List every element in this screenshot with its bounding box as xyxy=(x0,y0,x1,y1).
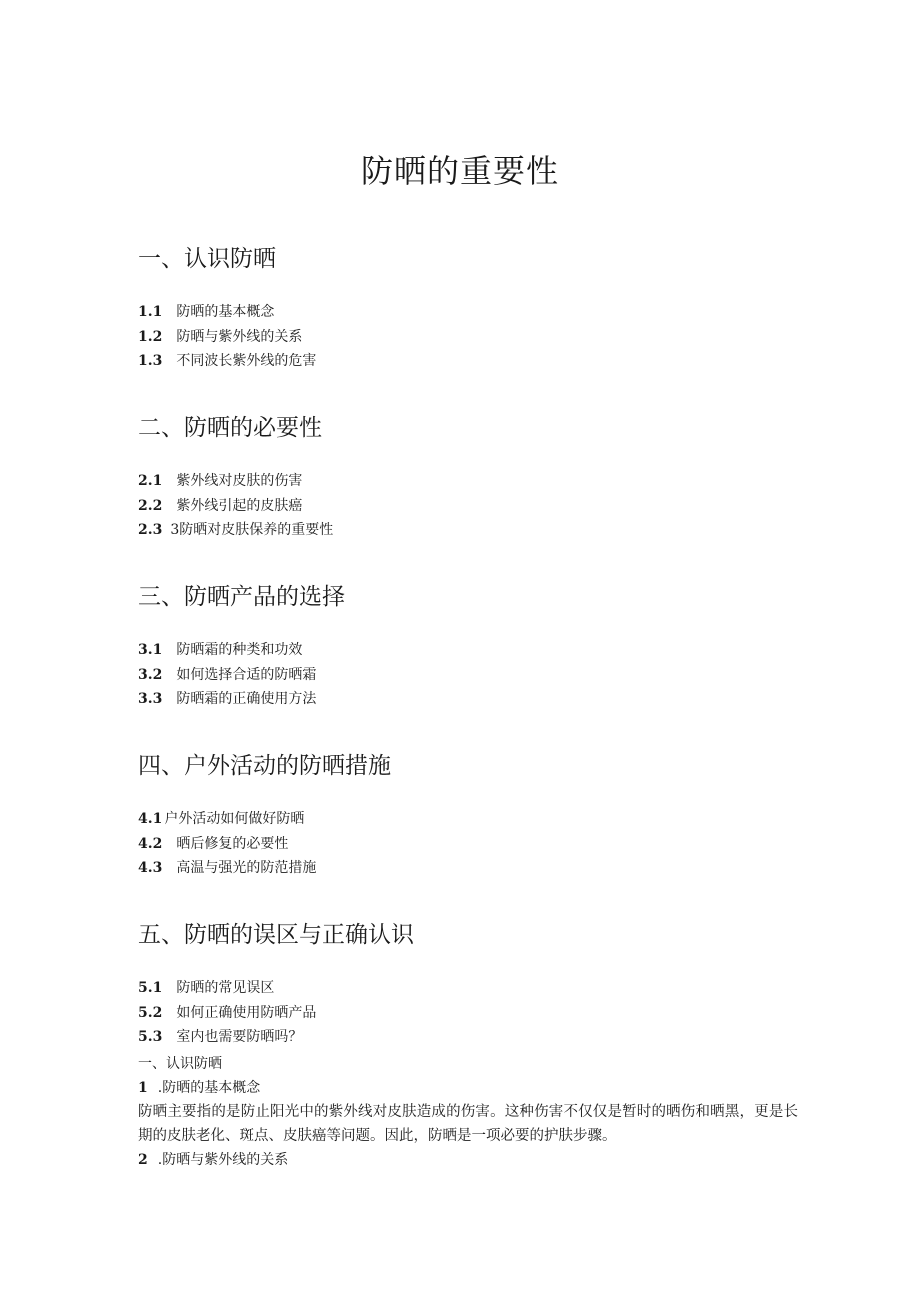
toc-item-text: 如何正确使用防晒产品 xyxy=(176,1004,317,1021)
toc-item xyxy=(138,349,316,374)
toc-item xyxy=(138,832,316,857)
toc-item xyxy=(138,494,333,519)
toc-item-number: 1.1 xyxy=(138,304,163,320)
section-heading: 二、防晒的必要性 xyxy=(138,415,322,441)
toc-item-text: 不同波长紫外线的危害 xyxy=(176,353,317,369)
toc-item xyxy=(138,1025,316,1050)
toc-item-number: 2.3 xyxy=(138,522,163,538)
toc-item-number: 1.3 xyxy=(138,353,163,369)
toc-item-number: 2.2 xyxy=(138,497,163,514)
toc-item-text: 室内也需要防晒吗？ xyxy=(176,1029,303,1045)
toc-item-number: 1.2 xyxy=(138,328,163,345)
toc-item-text: 防晒霜的正确使用方法 xyxy=(176,691,317,707)
toc-list xyxy=(138,807,316,881)
toc-item-number: 3.2 xyxy=(138,666,163,683)
toc-item-text: 3防晒对皮肤保养的重要性 xyxy=(170,522,334,538)
body-subheading-1 xyxy=(138,1076,798,1100)
toc-item xyxy=(138,663,316,688)
toc-item xyxy=(138,325,316,350)
toc-item-text: 如何选择合适的防晒霜 xyxy=(176,666,317,683)
toc-item-text: 防晒与紫外线的关系 xyxy=(176,328,303,345)
toc-item-number: 5.1 xyxy=(138,980,163,996)
section-heading: 五、防晒的误区与正确认识 xyxy=(138,922,414,948)
toc-item-number: 5.2 xyxy=(138,1004,163,1021)
toc-item-number: 4.3 xyxy=(138,860,163,876)
toc-item-number: 3.3 xyxy=(138,691,163,707)
toc-item xyxy=(138,469,333,494)
body-paragraph: 防晒主要指的是防止阳光中的紫外线对皮肤造成的伤害。这种伤害不仅仅是暂时的晒伤和晒黑，更是长期的皮肤老化、斑点、皮肤癌等问题。因此，防晒是一项必要的护肤步骤。 xyxy=(138,1104,798,1144)
body-section-heading: 一、认识防晒 xyxy=(138,1056,222,1072)
document-title: 防晒的重要性 xyxy=(360,152,559,190)
toc-item-text: 防晒霜的种类和功效 xyxy=(176,642,303,658)
toc-list xyxy=(138,976,316,1050)
toc-item-text: 户外活动如何做好防晒 xyxy=(164,811,305,827)
toc-item-number: 4.2 xyxy=(138,835,163,852)
section-heading: 一、认识防晒 xyxy=(138,246,276,272)
toc-item xyxy=(138,1001,316,1026)
toc-item-text: 紫外线引起的皮肤癌 xyxy=(176,497,303,514)
toc-item xyxy=(138,300,316,325)
subheading-title: .防晒与紫外线的关系 xyxy=(157,1152,289,1168)
toc-list xyxy=(138,300,316,374)
toc-item xyxy=(138,687,316,712)
subheading-number: 2 xyxy=(138,1152,148,1168)
toc-item-text: 紫外线对皮肤的伤害 xyxy=(176,473,303,489)
toc-item-number: 3.1 xyxy=(138,642,163,658)
toc-item-text: 防晒的基本概念 xyxy=(176,304,275,320)
toc-section-5 xyxy=(138,918,798,1045)
toc-section-2 xyxy=(138,411,798,538)
toc-item-number: 2.1 xyxy=(138,473,163,489)
toc-item xyxy=(138,638,316,663)
section-heading: 三、防晒产品的选择 xyxy=(138,584,345,610)
toc-item xyxy=(138,807,316,832)
toc-item xyxy=(138,518,333,543)
toc-item-text: 高温与强光的防范措施 xyxy=(176,860,317,876)
toc-item-number: 5.3 xyxy=(138,1029,163,1045)
toc-item xyxy=(138,856,316,881)
toc-item-number: 4.1 xyxy=(138,811,163,827)
toc-section-4 xyxy=(138,749,798,876)
toc-item-text: 晒后修复的必要性 xyxy=(176,835,289,852)
toc-list xyxy=(138,469,333,543)
body-content xyxy=(138,1052,798,1172)
body-subheading-2 xyxy=(138,1148,798,1172)
section-heading: 四、户外活动的防晒措施 xyxy=(138,753,391,779)
toc-list xyxy=(138,638,316,712)
toc-section-3 xyxy=(138,580,798,707)
toc-item xyxy=(138,976,316,1001)
toc-section-1 xyxy=(138,242,798,369)
subheading-number: 1 xyxy=(138,1080,148,1096)
subheading-title: .防晒的基本概念 xyxy=(157,1080,261,1096)
toc-item-text: 防晒的常见误区 xyxy=(176,980,275,996)
